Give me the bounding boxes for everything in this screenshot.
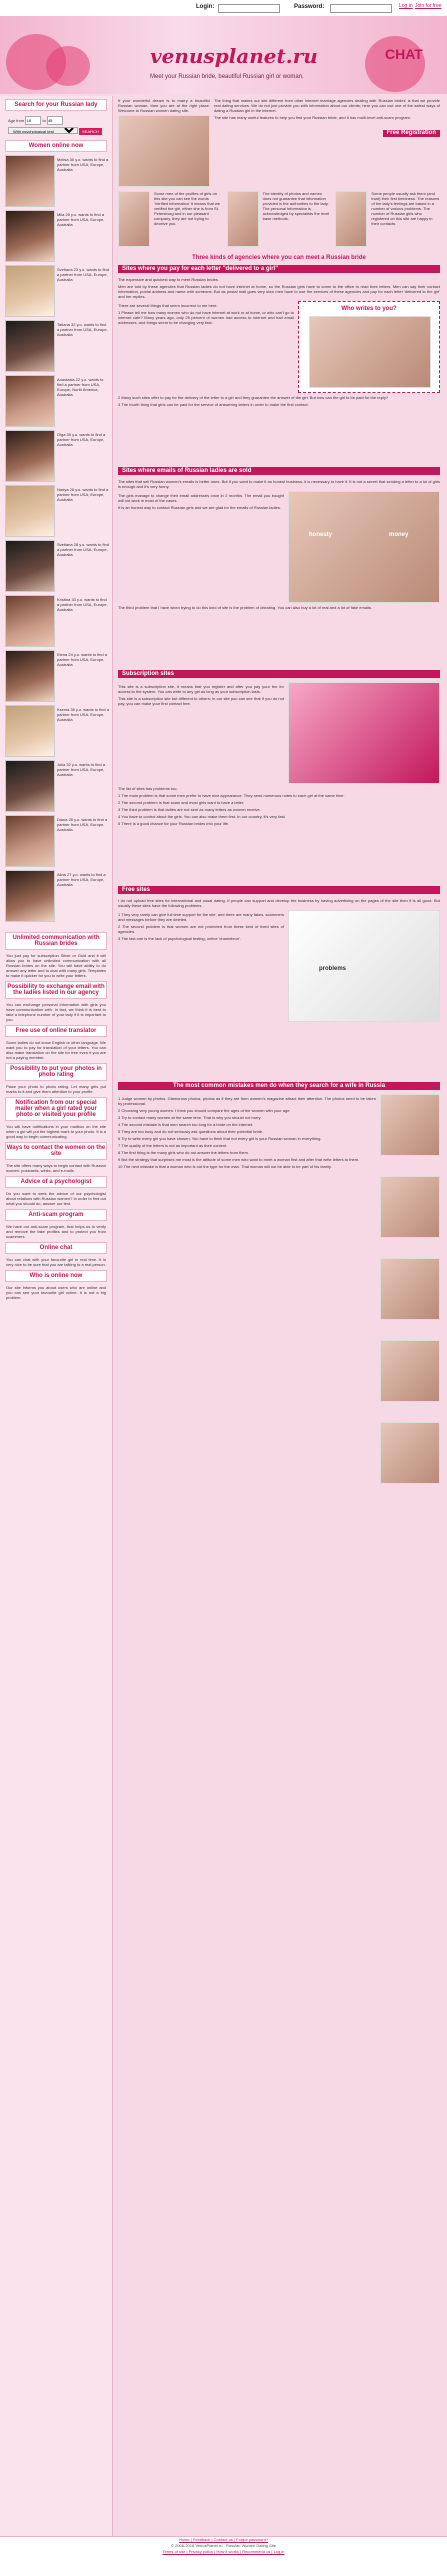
login-bar bbox=[0, 0, 447, 17]
feature-text: Place your photo to photo rating. Let many girls put marks to it and give them attention to your profile. bbox=[6, 1084, 106, 1094]
search-form bbox=[6, 114, 106, 137]
profile-card[interactable] bbox=[5, 705, 107, 757]
section-paragraph: There are several things that seem incorrect to me here. bbox=[118, 303, 218, 308]
profile-card[interactable] bbox=[5, 815, 107, 867]
profile-card[interactable] bbox=[5, 375, 107, 427]
feature-text: The site offers many ways to begin contact with Russian women: postcards, winks, and e-mails. bbox=[6, 1163, 106, 1173]
section-paragraph: The expensive and quickest way to meet Russian brides. bbox=[118, 277, 219, 282]
feature-blocks bbox=[0, 932, 112, 1300]
section-paragraph: 2 The second problem is that scam and most girls want to have a letter. bbox=[118, 800, 245, 805]
profile-photo[interactable] bbox=[5, 760, 55, 812]
age-to-label: to bbox=[42, 118, 46, 123]
section-paragraph: 1 Judge women by photos. Glamorous photos, photos as if they are from women's magazine attract their attention. The photos need to be taken by professional. bbox=[118, 1096, 376, 1106]
search-button[interactable]: SEARCH bbox=[79, 128, 102, 135]
search-title: Search for your Russian lady bbox=[5, 99, 107, 111]
password-label: Password: bbox=[294, 4, 325, 10]
section-paragraph: 2 The second problem is that women are not protected from these kind of fixed sites of agencies. bbox=[118, 924, 284, 934]
section-paragraph: 3 Try to contact many women at the same time. That is why you should not hurry. bbox=[118, 1115, 262, 1120]
section-paragraph: This site is a subscription site, it means that you register and after you pay your fee for access to the system. You can write to any girl as long as your subscription lasts. bbox=[118, 684, 284, 694]
chat-heart bbox=[365, 36, 425, 92]
join-button[interactable]: Join for free bbox=[415, 3, 442, 9]
profile-text: Svetlana 23 y.o. wants to find a partner from USA, Europe, Australia bbox=[57, 267, 109, 282]
profile-card[interactable] bbox=[5, 430, 107, 482]
feature-text: We have our anti-scam program, that helps us to verify and remove the fake profiles and to protect you from scammers. bbox=[6, 1224, 106, 1239]
section-paragraph: I do not upload free sites for international and usual dating. If people can support and develop the business by having advertising on the pages of the site then it is all good. But usually these sites have the following problems. bbox=[118, 898, 440, 908]
who-writes-illustration bbox=[309, 316, 431, 388]
feature-text: Do you want to seek the advice of our psychologist about relations with Russian women? In order to find out what you should do, answer our test. bbox=[6, 1191, 106, 1206]
tagline: Meet your Russian bride, beautiful Russian girl or woman. bbox=[150, 74, 304, 80]
feature-title: Notification from our special mailer when a girl rated your photo or visited your profile bbox=[5, 1097, 107, 1121]
profile-photo[interactable] bbox=[5, 870, 55, 922]
section-title: Free sites bbox=[118, 886, 440, 894]
section-paragraph: The list of sites has problems too. bbox=[118, 786, 178, 791]
copyright: © 2006-2016 VenusPlanet.ru - Russian Women Dating Site bbox=[171, 2543, 276, 2548]
girl-photo bbox=[118, 191, 150, 247]
profile-card[interactable] bbox=[5, 155, 107, 207]
profile-card[interactable] bbox=[5, 870, 107, 922]
profile-card[interactable] bbox=[5, 540, 107, 592]
chat-link[interactable]: CHAT bbox=[385, 46, 423, 62]
profile-text: Alina 27 y.o. wants to find a partner from USA, Europe, Australia bbox=[57, 872, 106, 887]
girl-photo bbox=[380, 1422, 440, 1484]
profile-photo[interactable] bbox=[5, 650, 55, 702]
section-row bbox=[118, 910, 440, 1022]
section-paragraph: 4 The second mistake is that men search too long for a bride on the internet. bbox=[118, 1122, 254, 1127]
subscription-illustration bbox=[288, 682, 440, 784]
footer bbox=[0, 2536, 447, 2561]
feature-title: Advice of a psychologist bbox=[5, 1176, 107, 1188]
profile-text: Julia 32 y.o. wants to find a partner from USA, Europe, Australia bbox=[57, 762, 105, 777]
section-paragraph: 8 The first thing is the many girls who do not answer the letters from them. bbox=[118, 1150, 250, 1155]
profile-text: Olga 30 y.o. wants to find a partner from USA, Europe, Australia bbox=[57, 432, 106, 447]
intro-text-3: The site has many useful features to help you find your Russian bride, and it has multi-level anti-scam program. bbox=[214, 115, 411, 120]
profile-photo[interactable] bbox=[5, 375, 55, 427]
column-text: The identity of photos and names does not guarantee that information provided is the authorities to the lady. The personal information is acknowledged by specialists the level base methods. bbox=[262, 191, 330, 221]
kinds-title: Three kinds of agencies where you can meet a Russian bride bbox=[192, 255, 366, 261]
girl-photo bbox=[227, 191, 259, 247]
login-input[interactable] bbox=[218, 4, 280, 13]
feature-title: Ways to contact the women on the site bbox=[5, 1142, 107, 1160]
girl-photo bbox=[380, 1094, 440, 1156]
free-registration-button[interactable]: Free Registration bbox=[383, 130, 440, 137]
feature-text: You can chat with your favourite girl in real time. It is very nice to be sure that you are talking to a real person. bbox=[6, 1257, 106, 1267]
feature-title: Who is online now bbox=[5, 1270, 107, 1282]
feature-title: Possibility to put your photos in photo rating bbox=[5, 1063, 107, 1081]
girl-photo bbox=[380, 1340, 440, 1402]
profile-text: Diana 26 y.o. wants to find a partner from USA, Europe, Australia bbox=[57, 817, 108, 832]
section-paragraph: The girls manage to change their email addresses once in 2 months. The email you bought will not work in most of the cases. bbox=[118, 493, 284, 503]
feature-title: Unlimited communication with Russian brides bbox=[5, 932, 107, 950]
profile-text: Tatiana 32 y.o. wants to find a partner from USA, Europe, Australia bbox=[57, 322, 108, 337]
section-title: The most common mistakes men do when they search for a wife in Russia bbox=[118, 1082, 440, 1090]
feature-text: You just pay for subscription Silver or Gold and it will allow you to have unlimited communication with all Russian brides on the site. You will have ability to do answer any letter and to chat with many girls. Templates to make it quicker for you to write your letters. bbox=[6, 953, 106, 978]
profile-text: Nadya 26 y.o. wants to find a partner from USA, Europe, Australia bbox=[57, 487, 109, 502]
profile-photo[interactable] bbox=[5, 815, 55, 867]
profile-photo[interactable] bbox=[5, 705, 55, 757]
feature-title: Anti-scam program bbox=[5, 1209, 107, 1221]
sidebar bbox=[0, 96, 113, 2536]
footer-links[interactable]: Home | Feedback | Contact us | Forgot password? bbox=[178, 2537, 269, 2542]
login-label: Login: bbox=[196, 4, 215, 10]
profile-text: Elena 24 y.o. wants to find a partner from USA, Europe, Australia bbox=[57, 652, 107, 667]
section-paragraph: The sites that sell Russian women's emails is better ones. But if you want to make it an honest business, it is necessary to have it. It is not a secret that sending a letter to a lot of girls is enough and it's very funny. bbox=[118, 479, 440, 489]
section-title: Subscription sites bbox=[118, 670, 440, 678]
profile-card[interactable] bbox=[5, 485, 107, 537]
profile-card[interactable] bbox=[5, 595, 107, 647]
women-online-title: Women online now bbox=[5, 140, 107, 152]
profile-text: Svetlana 28 y.o. wants to find a partner from USA, Europe, Australia bbox=[57, 542, 109, 557]
column-text: Some people usually ask them (and trust) their first timidness. The reasons of the lady's feelings are based in a number of various problems. The number of Russian girls who registered on this site are happy in their contacts. bbox=[371, 191, 440, 226]
girl-photo bbox=[380, 1176, 440, 1238]
feature-title: Online chat bbox=[5, 1242, 107, 1254]
feature-text: Our site informs you about users who are online and you can see your favourite girl online. It is not a big problem. bbox=[6, 1285, 106, 1300]
profile-text: Ksenia 36 y.o. wants to find a partner from USA, Europe, Australia bbox=[57, 707, 109, 722]
problems-label: problems bbox=[319, 966, 347, 972]
section-paragraph: 7 The quality of the letters is not as important as their content. bbox=[118, 1143, 228, 1148]
section-paragraph: 6 Try to write every girl you have chosen. You have to think that not every girl is your Russian woman in everything. bbox=[118, 1136, 322, 1141]
section-row bbox=[118, 491, 440, 603]
section-row bbox=[118, 682, 440, 784]
girl-photo bbox=[380, 1258, 440, 1320]
profile-text: Mila 25 y.o. wants to find a partner from USA, Europe, Australia bbox=[57, 212, 105, 227]
profile-photo[interactable] bbox=[5, 540, 55, 592]
who-writes-box bbox=[298, 301, 440, 393]
section-paragraph: 2 Many such sites offer to pay for the delivery of the letter to a girl and they guarantee the answer of the girl. But how can the girl to be paid for the reply? bbox=[118, 395, 389, 400]
section-paragraph: 2 Choosing very young women. I think you should compare the ages of the women with your age. bbox=[118, 1108, 291, 1113]
section-paragraph: 4 You have to control about the girls. You can also make them first. In our country, it's very fast. bbox=[118, 814, 286, 819]
profile-photo[interactable] bbox=[5, 485, 55, 537]
section-paragraph: The third problem that I have when trying to do this kind of site is the problem of cheating. You can also buy a lot of real and a lot of fake emails. bbox=[118, 605, 372, 610]
site-logo[interactable]: venusplanet.ru bbox=[150, 44, 318, 68]
section-paragraph: 1 The main problem is that some men prefer to have nice appearance. They send numerous notes to each girl at the same time. bbox=[118, 793, 345, 798]
section-paragraph: 3 The third problem is that ladies are not sent as many letters as women receive. bbox=[118, 807, 261, 812]
section-paragraph: 10 The next mistake is that a woman who is not the type for the man. That woman will not be able to be part of his family. bbox=[118, 1164, 332, 1169]
feature-title: Possibility to exchange email with the ladies listed in our agency bbox=[5, 981, 107, 999]
intro-text-2: The thing that makes our site different from other Internet marriage agencies dealing with 'Russian brides' is that we provide real dating services. We do not just provide you with information about our clients; here you can use one of the safest ways of dating a Russian girl in the internet. bbox=[214, 98, 440, 113]
column-text: Some men of the profiles of girls on this site you can see the words 'Verified information' it means that we verified the girl, either she is from St. Petersburg and in our pleasant company, they are not trying to deceive you. bbox=[154, 191, 221, 226]
feature-text: Some ladies do not know English or other language. We want you to pay for translation of your letters. You can also make translation on the site for free even if you are not a paying member. bbox=[6, 1040, 106, 1060]
password-input[interactable] bbox=[330, 4, 392, 13]
profile-card[interactable] bbox=[5, 265, 107, 317]
age-from-label: Age from bbox=[8, 118, 25, 123]
age-from-input[interactable] bbox=[25, 116, 41, 125]
honesty-money-illustration bbox=[288, 491, 440, 603]
profile-card[interactable] bbox=[5, 760, 107, 812]
profile-card[interactable] bbox=[5, 320, 107, 372]
intro-row bbox=[118, 96, 440, 187]
profile-photo[interactable] bbox=[5, 320, 55, 372]
section-paragraph: 3 The last one is the lack of psychological testing, online 'chameleon'. bbox=[118, 936, 241, 941]
section-paragraph: 3 The fourth thing that girls can be paid for the service of answering letters in order to make the first contact. bbox=[118, 402, 309, 407]
profile-text: Melisa 30 y.o. wants to find a partner from USA, Europe, Australia bbox=[57, 157, 109, 172]
money-label: money bbox=[389, 532, 409, 538]
profile-text: Anastasia 22 y.o. wants to find a partner from USA, Europe, North America, Australia bbox=[57, 377, 104, 397]
profile-card[interactable] bbox=[5, 210, 107, 262]
section-title: Sites where emails of Russian ladies are sold bbox=[118, 467, 440, 475]
problems-illustration bbox=[288, 910, 440, 1022]
mistakes-photos bbox=[380, 1094, 440, 1484]
section-paragraph: It is an honest way to contact Russian girls and we are glad for the emails of Russian ladies. bbox=[118, 505, 281, 510]
section-paragraph: 9 But the strategy that surprises me most is the attitude of some men who want to meet a woman first and after that write letters to them. bbox=[118, 1157, 360, 1162]
psych-test-select[interactable] bbox=[8, 127, 78, 134]
intro-text: If your wonderful dream is to marry a beautiful Russian woman, then you are at the right place. Welcome to Russian women dating site. bbox=[118, 98, 210, 113]
three-columns bbox=[118, 191, 440, 247]
section-paragraph: This site is a subscription site but different to others: in our site you can see that if you do not pay, you can make your first contact free. bbox=[118, 696, 284, 706]
profile-photo[interactable] bbox=[5, 430, 55, 482]
profile-photo[interactable] bbox=[5, 595, 55, 647]
section-paragraph: 5 They are too busy and do not seriously ask questions about their potential bride. bbox=[118, 1129, 264, 1134]
section-paragraph: 5 There is a good chance for your Russian brides into your life. bbox=[118, 821, 230, 826]
footer-links-2[interactable]: Terms of use | Privacy policy | How it works | Recommend us | Log in bbox=[162, 2549, 285, 2554]
honesty-label: honesty bbox=[309, 532, 333, 538]
profile-card[interactable] bbox=[5, 650, 107, 702]
feature-text: You can exchange personal information with girls you have communication with. In fact, we think it is best to take a telephone number of your lady if it is important to you. bbox=[6, 1002, 106, 1022]
who-writes-title: Who writes to you? bbox=[341, 306, 397, 312]
profile-photo[interactable] bbox=[5, 210, 55, 262]
section-paragraph: 1 Please tell me how many women who do not have internet at work or at home, or who can't go to internet cafe? Many years ago, only 25 percent of women had access to internet and had email addresses, and things seem to be changing very fast. bbox=[118, 310, 294, 325]
feature-text: You will have notifications in your mailbox on the site when a girl will put the highest mark to your photo. It is a good way to begin communicating. bbox=[6, 1124, 106, 1139]
girl-photo bbox=[335, 191, 367, 247]
profile-photo[interactable] bbox=[5, 265, 55, 317]
couple-photo bbox=[118, 115, 210, 187]
profile-photo[interactable] bbox=[5, 155, 55, 207]
heart-decoration bbox=[46, 46, 90, 86]
section-title: Sites where you pay for each letter "delivered to a girl" bbox=[118, 265, 440, 273]
section-row bbox=[118, 1094, 440, 1484]
section-paragraph: Men are told by these agencies that Russian ladies do not have internet at home, so the Russian girls have to come to the office to read their letters. Men can say their contact information, postal address and name with someone. But as postal mail goes very slow men have to use the services of these agencies and pay for each letter 'delivered to the girl' and her replies. bbox=[118, 284, 440, 299]
main-content bbox=[118, 96, 440, 1484]
header bbox=[0, 16, 447, 94]
login-button[interactable]: Log in bbox=[399, 3, 413, 9]
section-row bbox=[118, 301, 440, 393]
feature-title: Free use of online translator bbox=[5, 1025, 107, 1037]
age-to-input[interactable] bbox=[47, 116, 63, 125]
profile-text: Kristina 33 y.o. wants to find a partner from USA, Europe, Australia bbox=[57, 597, 108, 612]
section-paragraph: 1 They very rarely can give full time support for the site, and there are many fakes, scammers and messages before they are deleted. bbox=[118, 912, 284, 922]
